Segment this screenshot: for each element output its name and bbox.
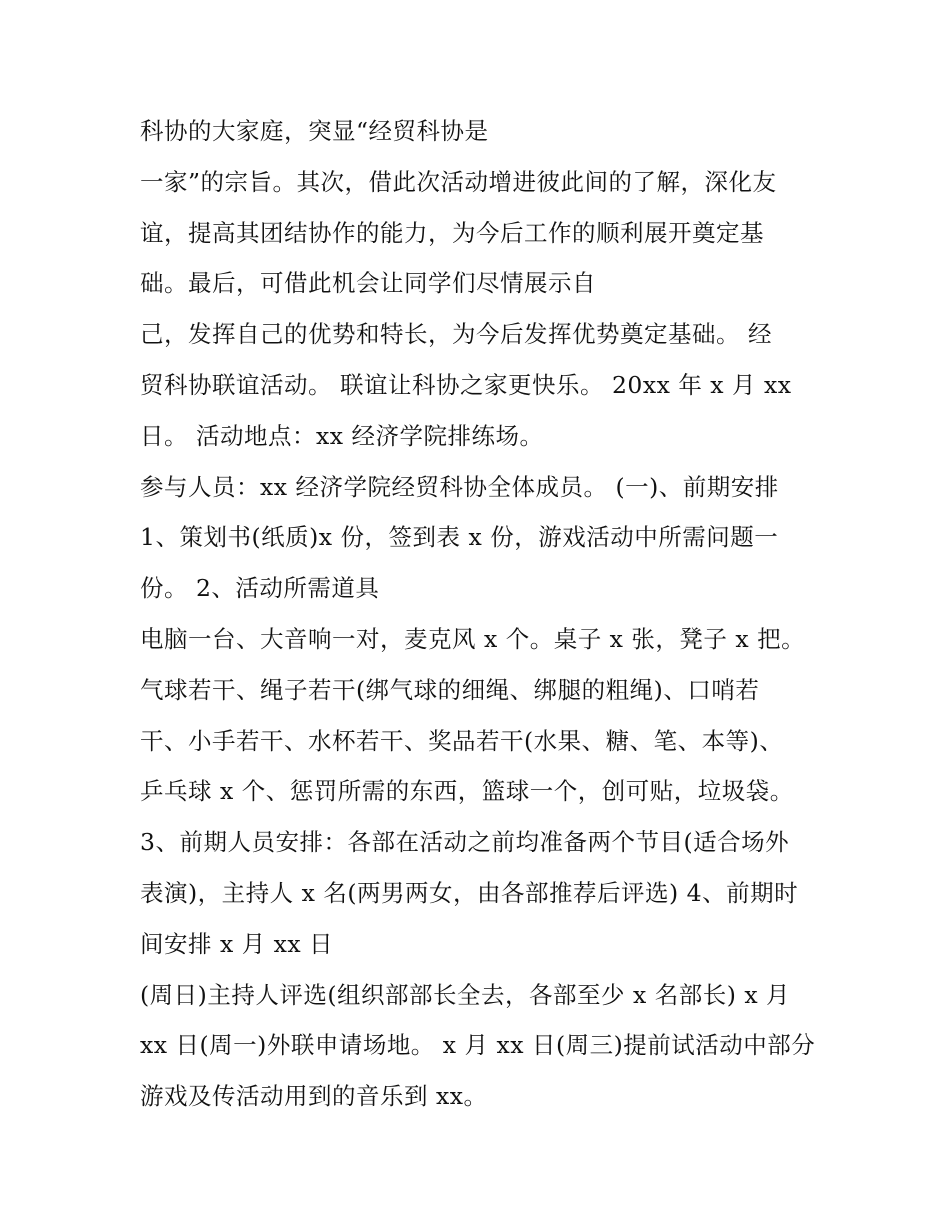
body-text — [140, 106, 820, 1122]
text-line: 间安排 x 月 xx 日 — [140, 929, 334, 958]
text-line: 己，发挥自己的优势和特长，为今后发挥优势奠定基础。 经 — [140, 320, 772, 349]
text-line: 份。 2、活动所需道具 — [140, 574, 380, 603]
text-line: 日。 活动地点：xx 经济学院排练场。 — [140, 421, 544, 450]
text-line: 一家”的宗旨。其次，借此次活动增进彼此间的了解，深化友 — [140, 167, 777, 196]
text-line: 乒乓球 x 个、惩罚所需的东西，篮球一个，创可贴，垃圾袋。 — [140, 777, 794, 806]
text-line: xx 日(周一)外联申请场地。 x 月 xx 日(周三)提前试活动中部分 — [140, 1031, 816, 1060]
text-line: 电脑一台、大音响一对，麦克风 x 个。桌子 x 张，凳子 x 把。 — [140, 624, 806, 653]
text-line: 科协的大家庭，突显“经贸科协是 — [140, 117, 489, 145]
text-line: 谊，提高其团结协作的能力，为今后工作的顺利展开奠定基 — [140, 218, 764, 247]
text-line: 游戏及传活动用到的音乐到 xx。 — [140, 1082, 488, 1111]
text-line: 3、前期人员安排：各部在活动之前均准备两个节目(适合场外 — [140, 828, 790, 857]
text-line: 表演)，主持人 x 名(两男两女，由各部推荐后评选) 4、前期时 — [140, 878, 799, 907]
text-line: 参与人员：xx 经济学院经贸科协全体成员。 (一)、前期安排 — [140, 472, 779, 501]
text-line: 贸科协联谊活动。 联谊让科协之家更快乐。 20xx 年 x 月 xx — [140, 370, 792, 399]
text-line: 气球若干、绳子若干(绑气球的细绳、绑腿的粗绳)、口哨若 — [140, 675, 760, 704]
text-line: 础。最后，可借此机会让同学们尽情展示自 — [140, 269, 596, 298]
text-line: 干、小手若干、水杯若干、奖品若干(水果、糖、笔、本等)、 — [140, 726, 784, 755]
text-line: 1、策划书(纸质)x 份，签到表 x 份，游戏活动中所需问题一 — [140, 523, 779, 552]
text-line: (周日)主持人评选(组织部部长全去，各部至少 x 名部长) x 月 — [140, 980, 791, 1009]
